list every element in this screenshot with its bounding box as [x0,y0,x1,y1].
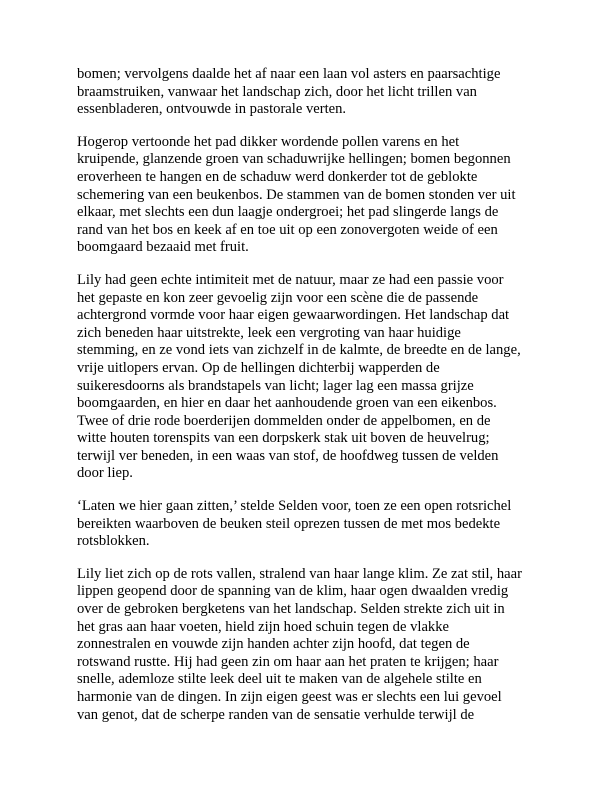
text-line: essenbladeren, ontvouwde in pastorale verten. [77,101,347,118]
text-line: Twee of drie rode boerderijen dommelden onder de appelbomen, en de [77,412,491,429]
text-line: boomgaard bezaaid met fruit. [77,239,249,256]
paragraph [77,134,542,257]
text-line: eroverheen te hangen en de schaduw werd donkerder tot de geblokte [77,168,478,185]
text-line: terwijl ver beneden, in een waas van stof, de hoofdweg tussen de velden [77,447,499,464]
text-line: rotsblokken. [77,533,150,550]
text-line: ‘Laten we hier gaan zitten,’ stelde Selden voor, toen ze een open rotsrichel [77,498,512,515]
text-line: witte houten torenspits van een dorpskerk stak uit boven de heuvelrug; [77,430,490,447]
text-line: rand van het bos en keek af en toe uit op een zonovergoten weide of een [77,221,498,238]
text-line: Hogerop vertoonde het pad dikker wordende pollen varens en het [77,133,460,150]
paragraph [77,66,542,119]
body-text [77,66,542,739]
text-line: rotswand rustte. Hij had geen zin om haar aan het praten te krijgen; haar [77,653,499,670]
text-line: bereikten waarboven de beuken steil oprezen tussen de met mos bedekte [77,515,501,532]
text-line: het gras aan haar voeten, hield zijn hoed schuin tegen de vlakke [77,618,449,635]
text-line: van genot, dat de scherpe randen van de sensatie verhulde terwijl de [77,706,475,723]
text-line: schemering van een beukenbos. De stammen van de bomen stonden ver uit [77,186,516,203]
text-line: het gepaste en kon zeer gevoelig zijn voor een scène die de passende [77,289,479,306]
text-line: harmonie van de dingen. In zijn eigen geest was er slechts een lui gevoel [77,689,502,705]
text-line: over de gebroken bergketens van het landschap. Selden strekte zich uit in [77,601,505,618]
text-line: zonnestralen en vouwde zijn handen achter zijn hoofd, dat tegen de [77,636,470,653]
text-line: snelle, ademloze stilte leek deel uit te maken van de algehele stilte en [77,671,482,688]
text-line: elkaar, met slechts een dun laagje ondergroei; het pad slingerde langs de [77,204,499,221]
text-line: lippen geopend door de spanning van de klim, haar ogen dwaalden vredig [77,583,509,600]
text-line: stemming, en ze vond iets van zichzelf in de kalmte, de breedte en de lange, [77,342,521,359]
text-line: suikeresdoorns als brandstapels van licht; lager lag een massa grijze [77,377,474,394]
text-line: zich beneden haar uitstrekte, leek een vergroting van haar huidige [77,324,461,341]
text-line: braamstruiken, vanwaar het landschap zich, door het licht trillen van [77,83,477,100]
text-line: Lily had geen echte intimiteit met de natuur, maar ze had een passie voor [77,271,504,288]
text-line: kruipende, glanzende groen van schaduwrijke hellingen; bomen begonnen [77,151,511,168]
paragraph [77,566,542,724]
text-line: Lily liet zich op de rots vallen, stralend van haar lange klim. Ze zat stil, haar [77,565,522,582]
paragraph [77,272,542,483]
text-line: door liep. [77,465,133,482]
text-line: achtergrond vormde voor haar eigen gewaarwordingen. Het landschap dat [77,307,510,324]
paragraph [77,498,542,551]
text-line: vrije uitlopers ervan. Op de hellingen dichterbij wapperden de [77,359,440,376]
text-line: bomen; vervolgens daalde het af naar een laan vol asters en paarsachtige [77,66,501,82]
text-line: boomgaarden, en hier en daar het aanhoudende groen van een eikenbos. [77,395,497,412]
